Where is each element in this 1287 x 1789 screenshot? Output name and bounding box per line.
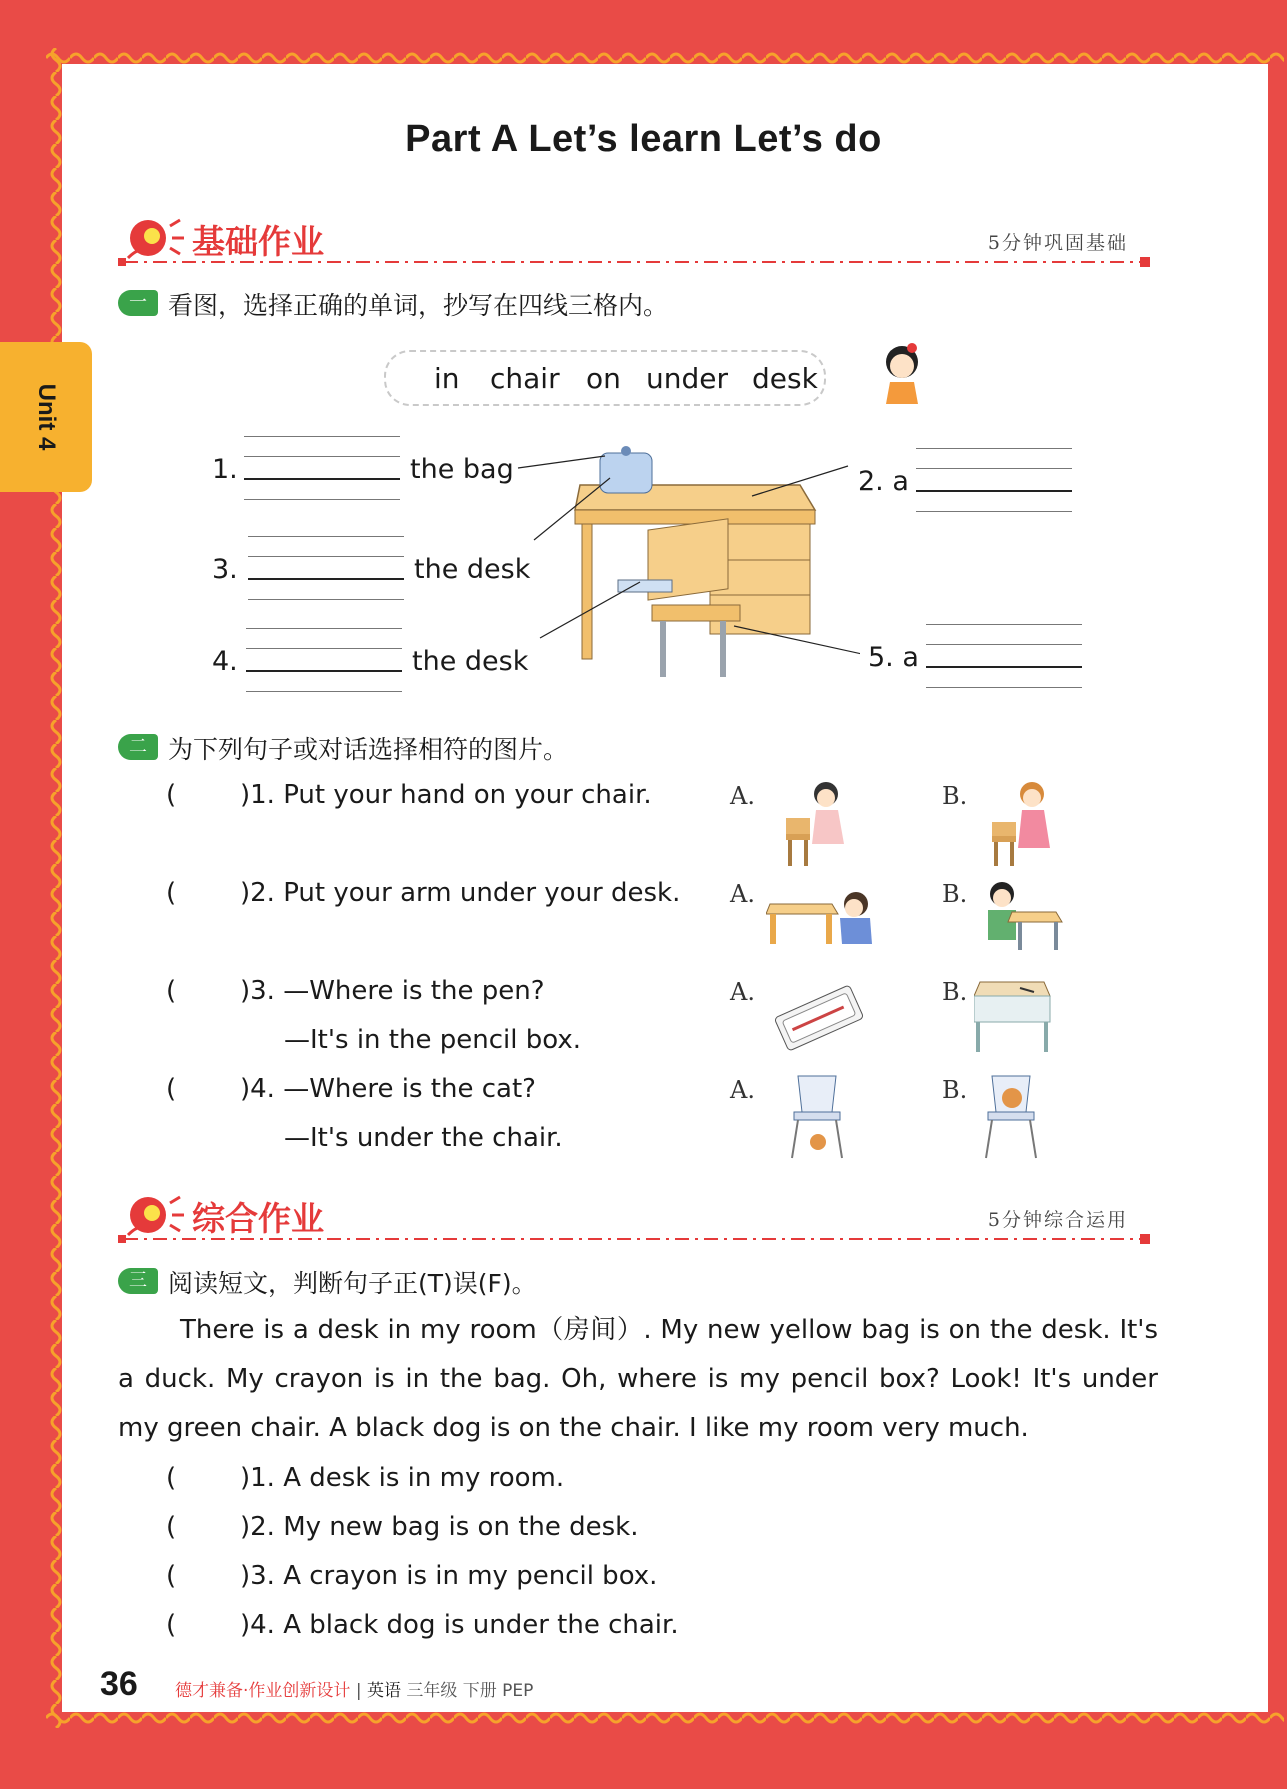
label-1-text: the bag: [410, 454, 514, 485]
q3-item-4: )4. A black dog is under the chair.: [240, 1610, 679, 1640]
question-badge: 二: [118, 734, 158, 760]
section-basic-title: 基础作业: [192, 222, 324, 261]
boy-arm-under-desk-image: [766, 884, 880, 954]
q2-item-3-option-b[interactable]: B.: [942, 978, 968, 1006]
q2-item-4-option-a[interactable]: A.: [730, 1076, 755, 1104]
q2-item-4: )4. —Where is the cat?: [240, 1074, 536, 1104]
q3-item-3: )3. A crayon is in my pencil box.: [240, 1561, 658, 1591]
question-3-instruction: 阅读短文，判断句子正(T)误(F)。: [168, 1269, 537, 1298]
pen-on-desk-image: [974, 976, 1054, 1056]
q2-item-2-option-a[interactable]: A.: [730, 880, 755, 908]
answer-paren[interactable]: (: [166, 1561, 177, 1591]
section-divider: [118, 256, 1158, 268]
cat-under-chair-image: [784, 1072, 854, 1162]
unit-tab: [0, 342, 92, 492]
label-1-number: 1.: [212, 454, 238, 485]
section-basic-hint: 5分钟巩固基础: [987, 232, 1128, 254]
q2-item-1: )1. Put your hand on your chair.: [240, 780, 652, 810]
q3-item-2: )2. My new bag is on the desk.: [240, 1512, 639, 1542]
page-number: 36: [100, 1665, 138, 1703]
q2-item-1-option-b[interactable]: B.: [942, 782, 968, 810]
section-comprehensive-title: 综合作业: [192, 1199, 324, 1238]
section-comprehensive-hint: 5分钟综合运用: [987, 1209, 1128, 1231]
word-in: in: [434, 362, 460, 395]
answer-paren[interactable]: (: [166, 1512, 177, 1542]
label-3-text: the desk: [414, 554, 531, 585]
q2-item-3: )3. —Where is the pen?: [240, 976, 545, 1006]
word-desk: desk: [752, 362, 818, 395]
q2-item-4-reply: —It's under the chair.: [284, 1123, 563, 1153]
boy-arm-on-desk-image: [978, 878, 1064, 954]
label-4-text: the desk: [412, 646, 529, 677]
footer-series: 德才兼备·作业创新设计 | 英语 三年级 下册 PEP: [175, 1681, 534, 1701]
label-3-number: 3.: [212, 554, 238, 585]
word-bank: [384, 350, 826, 406]
section-basic-header: [118, 212, 1158, 272]
girl-icon: [868, 338, 938, 408]
girl-hand-on-chair-image: [782, 778, 858, 874]
q2-item-1-option-a[interactable]: A.: [730, 782, 755, 810]
answer-paren[interactable]: (: [166, 976, 177, 1006]
footer-series-name: 德才兼备·作业创新设计: [175, 1681, 351, 1701]
answer-paren[interactable]: (: [166, 1074, 177, 1104]
question-2-instruction: 为下列句子或对话选择相符的图片。: [168, 735, 569, 764]
question-badge: 一: [118, 290, 158, 316]
word-chair: chair: [490, 362, 560, 395]
label-2-number: 2. a: [858, 466, 909, 497]
word-on: on: [586, 362, 621, 395]
writing-lines-1[interactable]: [244, 436, 400, 500]
writing-lines-3[interactable]: [248, 536, 404, 600]
q2-item-3-reply: —It's in the pencil box.: [284, 1025, 581, 1055]
answer-paren[interactable]: (: [166, 1610, 177, 1640]
answer-paren[interactable]: (: [166, 878, 177, 908]
q3-item-1: )1. A desk is in my room.: [240, 1463, 565, 1493]
writing-lines-5[interactable]: [926, 624, 1082, 688]
page-title: Part A Let’s learn Let’s do: [405, 118, 882, 160]
pen-in-pencil-box-image: [772, 972, 866, 1064]
unit-tab-label: Unit 4: [33, 383, 60, 451]
girl-beside-chair-image: [988, 778, 1058, 874]
cat-on-chair-image: [978, 1072, 1048, 1162]
word-under: under: [646, 362, 729, 395]
section-comprehensive-header: [118, 1189, 1158, 1249]
pointer-lines: [500, 440, 860, 670]
footer-grade: 三年级 下册 PEP: [406, 1681, 534, 1701]
question-badge: 三: [118, 1268, 158, 1294]
answer-paren[interactable]: (: [166, 780, 177, 810]
writing-lines-2[interactable]: [916, 448, 1072, 512]
question-1-instruction: 看图，选择正确的单词，抄写在四线三格内。: [168, 291, 669, 320]
answer-paren[interactable]: (: [166, 1463, 177, 1493]
q2-item-3-option-a[interactable]: A.: [730, 978, 755, 1006]
q2-item-4-option-b[interactable]: B.: [942, 1076, 968, 1104]
label-5-number: 5. a: [868, 642, 919, 673]
q2-item-2-option-b[interactable]: B.: [942, 880, 968, 908]
section-divider: [118, 1233, 1158, 1245]
q2-item-2: )2. Put your arm under your desk.: [240, 878, 681, 908]
reading-passage: There is a desk in my room（房间）. My new yellow bag is on the desk. It's a duck. My crayon is in the bag. Oh, where is my pencil box? Look! It's under my green chair. A black dog is on the chair. I like my room very much.: [118, 1315, 1158, 1443]
label-4-number: 4.: [212, 646, 238, 677]
footer-subject: 英语: [366, 1681, 401, 1701]
writing-lines-4[interactable]: [246, 628, 402, 692]
